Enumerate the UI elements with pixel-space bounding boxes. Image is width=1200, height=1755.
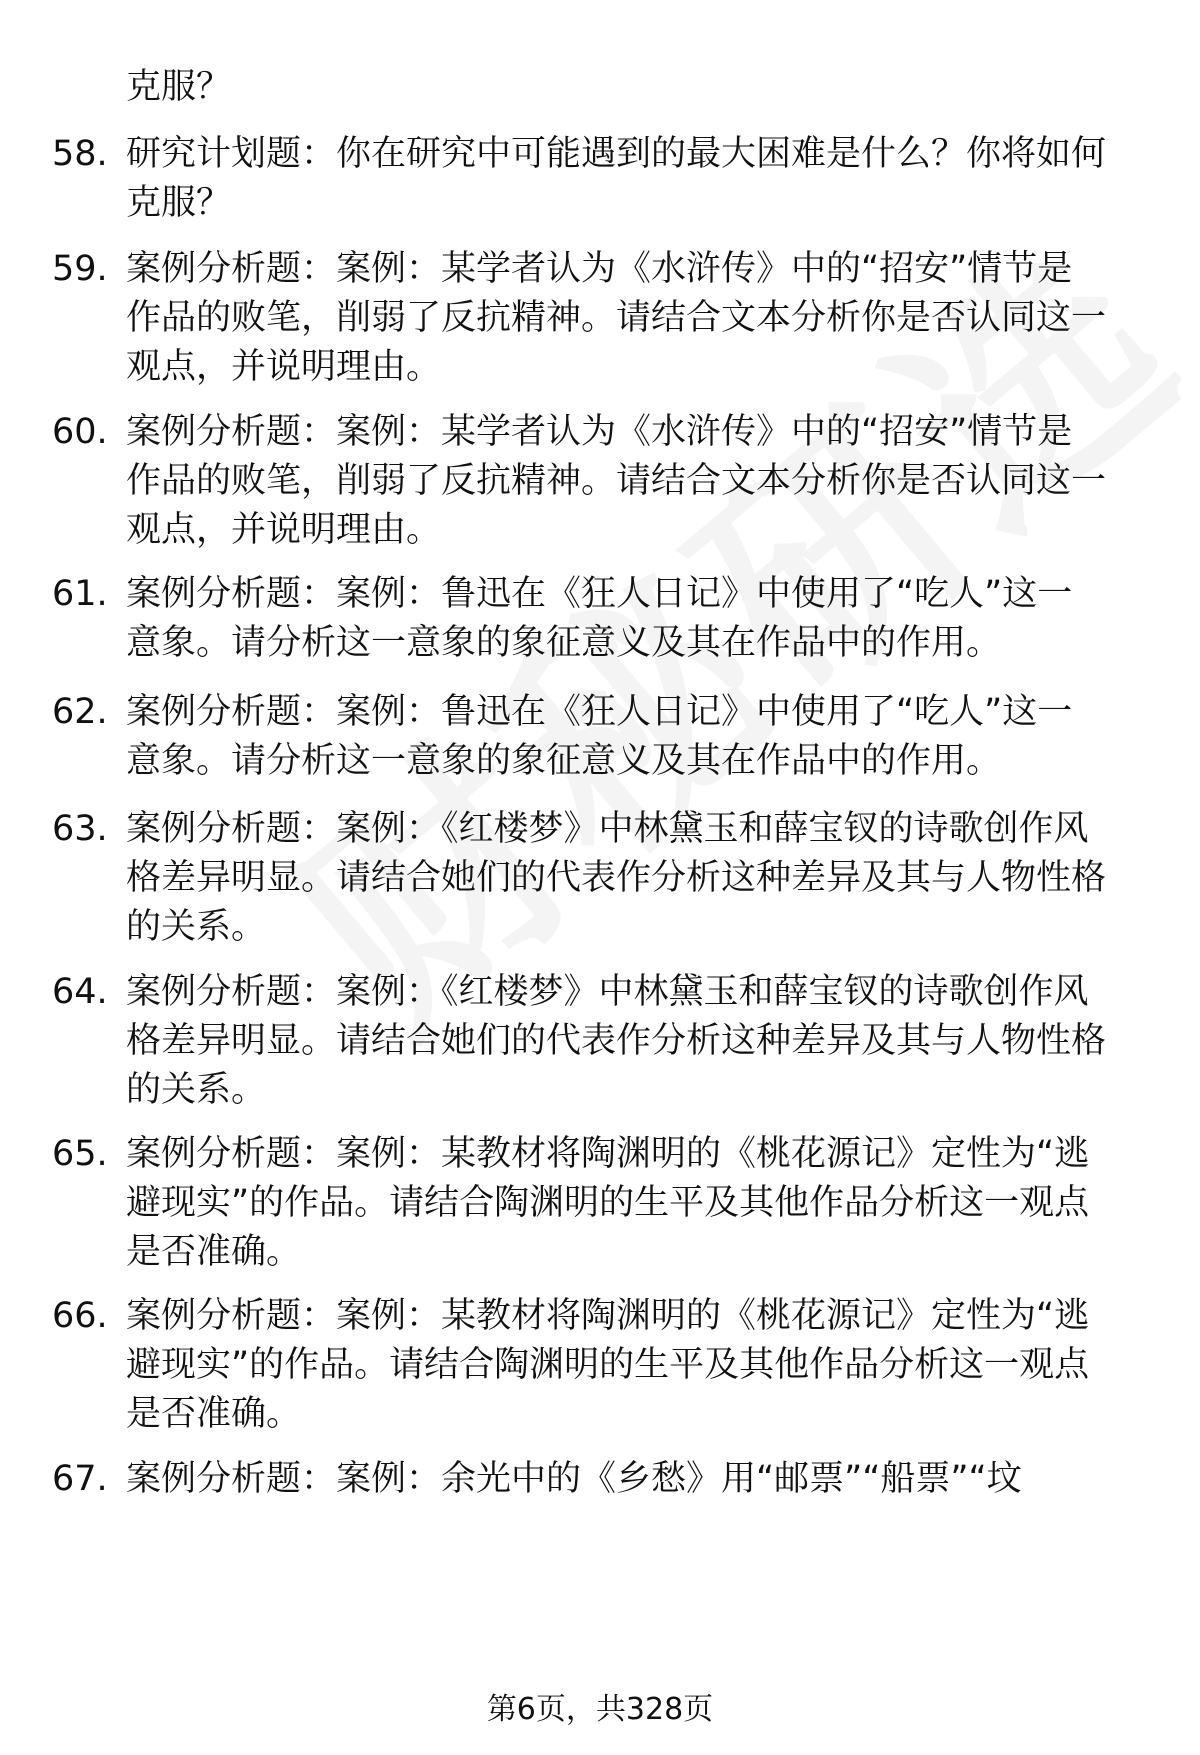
question-text: 案例分析题：案例：某教材将陶渊明的《桃花源记》定性为“逃 避现实”的作品。请结合陶渊明的生平及其他作品分析这一观点 是否准确。 bbox=[126, 1296, 1090, 1434]
question-number: 61. bbox=[52, 574, 108, 614]
question-number: 66. bbox=[52, 1296, 108, 1336]
continuation-text: 克服？ bbox=[126, 67, 232, 107]
question-text: 案例分析题：案例：《红楼梦》中林黛玉和薛宝钗的诗歌创作风 格差异明显。请结合她们的代表作分析这种差异及其与人物性格 的关系。 bbox=[126, 972, 1107, 1110]
question-text: 案例分析题：案例：某学者认为《水浒传》中的“招安”情节是 作品的败笔，削弱了反抗精神。请结合文本分析你是否认同这一 观点，并说明理由。 bbox=[126, 412, 1107, 550]
question-number: 63. bbox=[52, 809, 108, 849]
question-text: 案例分析题：案例：余光中的《乡愁》用“邮票”“船票”“坟 bbox=[126, 1459, 1022, 1499]
question-number: 60. bbox=[52, 412, 108, 452]
question-text: 案例分析题：案例：某学者认为《水浒传》中的“招安”情节是 作品的败笔，削弱了反抗精神。请结合文本分析你是否认同这一 观点，并说明理由。 bbox=[126, 249, 1107, 387]
question-text: 研究计划题：你在研究中可能遇到的最大困难是什么？你将如何 克服？ bbox=[126, 134, 1107, 223]
question-text: 案例分析题：案例：《红楼梦》中林黛玉和薛宝钗的诗歌创作风 格差异明显。请结合她们的代表作分析这种差异及其与人物性格 的关系。 bbox=[126, 809, 1107, 947]
question-number: 62. bbox=[52, 692, 108, 732]
question-text: 案例分析题：案例：鲁迅在《狂人日记》中使用了“吃人”这一 意象。请分析这一意象的象征意义及其在作品中的作用。 bbox=[126, 574, 1073, 663]
question-number: 64. bbox=[52, 972, 108, 1012]
question-text: 案例分析题：案例：某教材将陶渊明的《桃花源记》定性为“逃 避现实”的作品。请结合陶渊明的生平及其他作品分析这一观点 是否准确。 bbox=[126, 1134, 1090, 1272]
question-text: 案例分析题：案例：鲁迅在《狂人日记》中使用了“吃人”这一 意象。请分析这一意象的象征意义及其在作品中的作用。 bbox=[126, 692, 1073, 781]
question-number: 59. bbox=[52, 249, 108, 289]
question-number: 58. bbox=[52, 134, 108, 174]
question-number: 65. bbox=[52, 1134, 108, 1174]
page-footer: 第6页，共328页 bbox=[486, 1692, 714, 1727]
question-number: 67. bbox=[52, 1459, 108, 1499]
